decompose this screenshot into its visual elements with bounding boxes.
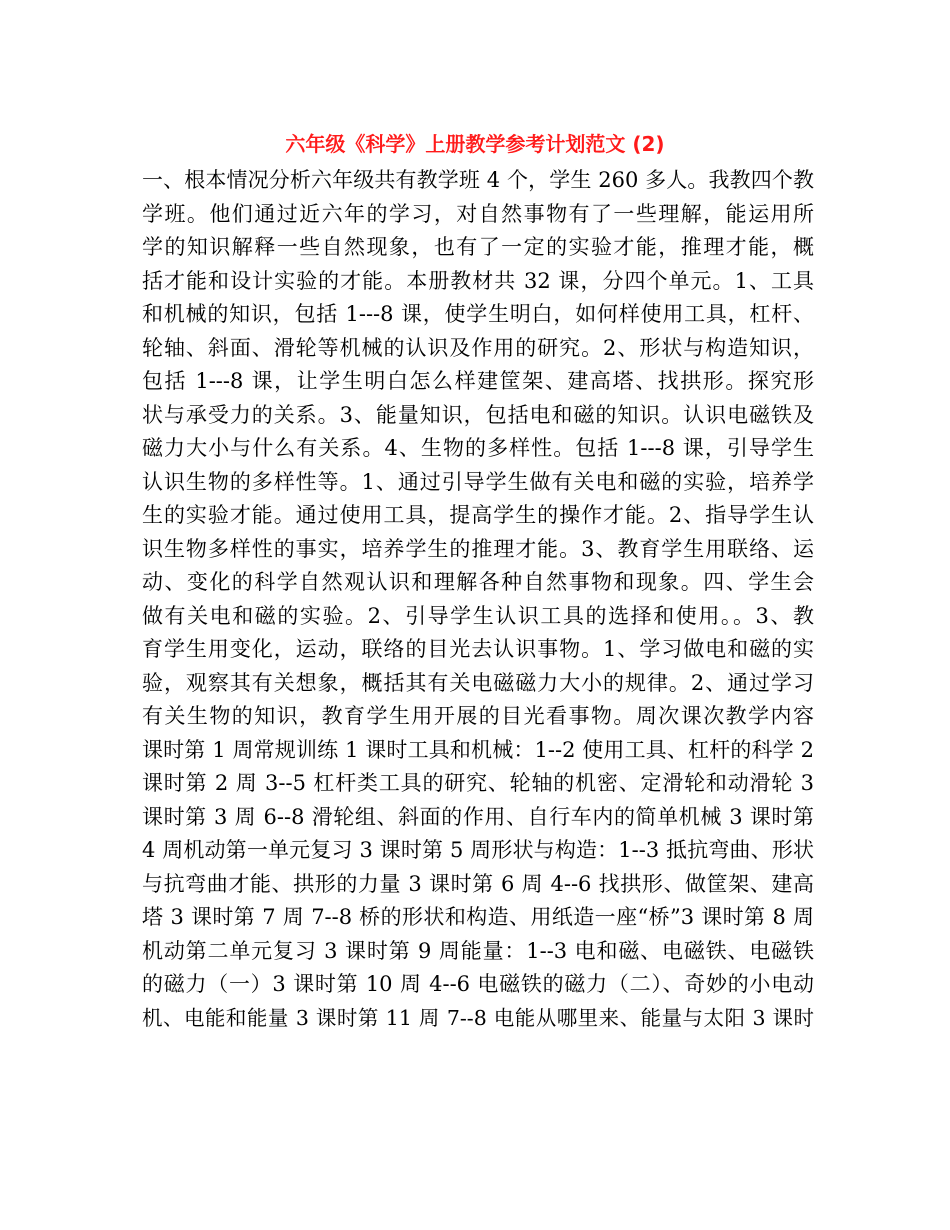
body-line: 育学生用变化，运动，联络的目光去认识事物。1、学习做电和磁的实 xyxy=(142,637,814,661)
body-line: 机、电能和能量 3 课时第 11 周 7--8 电能从哪里来、能量与太阳 3 课时 xyxy=(142,1005,814,1030)
body-line: 认识生物的多样性等。1、通过引导学生做有关电和磁的实验，培养学 xyxy=(142,469,814,494)
document-body xyxy=(142,164,814,1035)
body-line: 动、变化的科学自然观认识和理解各种自然事物和现象。四、学生会 xyxy=(142,570,814,594)
body-line: 4 周机动第一单元复习 3 课时第 5 周形状与构造：1--3 抵抗弯曲、形状 xyxy=(142,838,814,862)
body-line: 包括 1---8 课，让学生明白怎么样建筐架、建高塔、找拱形。探究形 xyxy=(142,369,814,393)
body-line: 做有关电和磁的实验。2、引导学生认识工具的选择和使用。。3、教 xyxy=(142,603,814,628)
body-line: 轮轴、斜面、滑轮等机械的认识及作用的研究。2、形状与构造知识， xyxy=(142,335,814,360)
body-line: 机动第二单元复习 3 课时第 9 周能量：1--3 电和磁、电磁铁、电磁铁 xyxy=(142,938,814,963)
body-line: 有关生物的知识，教育学生用开展的目光看事物。周次课次教学内容 xyxy=(142,704,814,728)
body-line: 塔 3 课时第 7 周 7--8 桥的形状和构造、用纸造一座“桥”3 课时第 8 周 xyxy=(142,905,814,929)
body-line: 课时第 2 周 3--5 杠杆类工具的研究、轮轴的机密、定滑轮和动滑轮 3 xyxy=(142,771,814,795)
body-line: 学班。他们通过近六年的学习，对自然事物有了一些理解，能运用所 xyxy=(142,201,814,226)
body-line: 和机械的知识，包括 1---8 课，使学生明白，如何样使用工具，杠杆、 xyxy=(142,302,814,326)
body-line: 状与承受力的关系。3、能量知识，包括电和磁的知识。认识电磁铁及 xyxy=(142,402,814,427)
body-line: 的磁力（一）3 课时第 10 周 4--6 电磁铁的磁力（二）、奇妙的小电动 xyxy=(142,972,814,996)
body-line: 课时第 1 周常规训练 1 课时工具和机械：1--2 使用工具、杠杆的科学 2 xyxy=(142,737,814,762)
body-line: 与抗弯曲才能、拱形的力量 3 课时第 6 周 4--6 找拱形、做筐架、建高 xyxy=(142,871,814,896)
body-line: 识生物多样性的事实，培养学生的推理才能。3、教育学生用联络、运 xyxy=(142,536,814,561)
body-line: 学的知识解释一些自然现象，也有了一定的实验才能，推理才能，概 xyxy=(142,235,814,259)
body-line: 生的实验才能。通过使用工具，提高学生的操作才能。2、指导学生认 xyxy=(142,503,814,527)
body-line: 磁力大小与什么有关系。4、生物的多样性。包括 1---8 课，引导学生 xyxy=(142,436,814,460)
body-line: 括才能和设计实验的才能。本册教材共 32 课，分四个单元。1、工具 xyxy=(142,268,814,293)
body-line: 验，观察其有关想象，概括其有关电磁磁力大小的规律。2、通过学习 xyxy=(142,670,814,695)
body-line: 一、根本情况分析六年级共有教学班 4 个，学生 260 多人。我教四个教 xyxy=(142,168,814,192)
document-title: 六年级《科学》上册教学参考计划范文 (2) xyxy=(285,132,665,156)
body-line: 课时第 3 周 6--8 滑轮组、斜面的作用、自行车内的简单机械 3 课时第 xyxy=(142,804,814,829)
